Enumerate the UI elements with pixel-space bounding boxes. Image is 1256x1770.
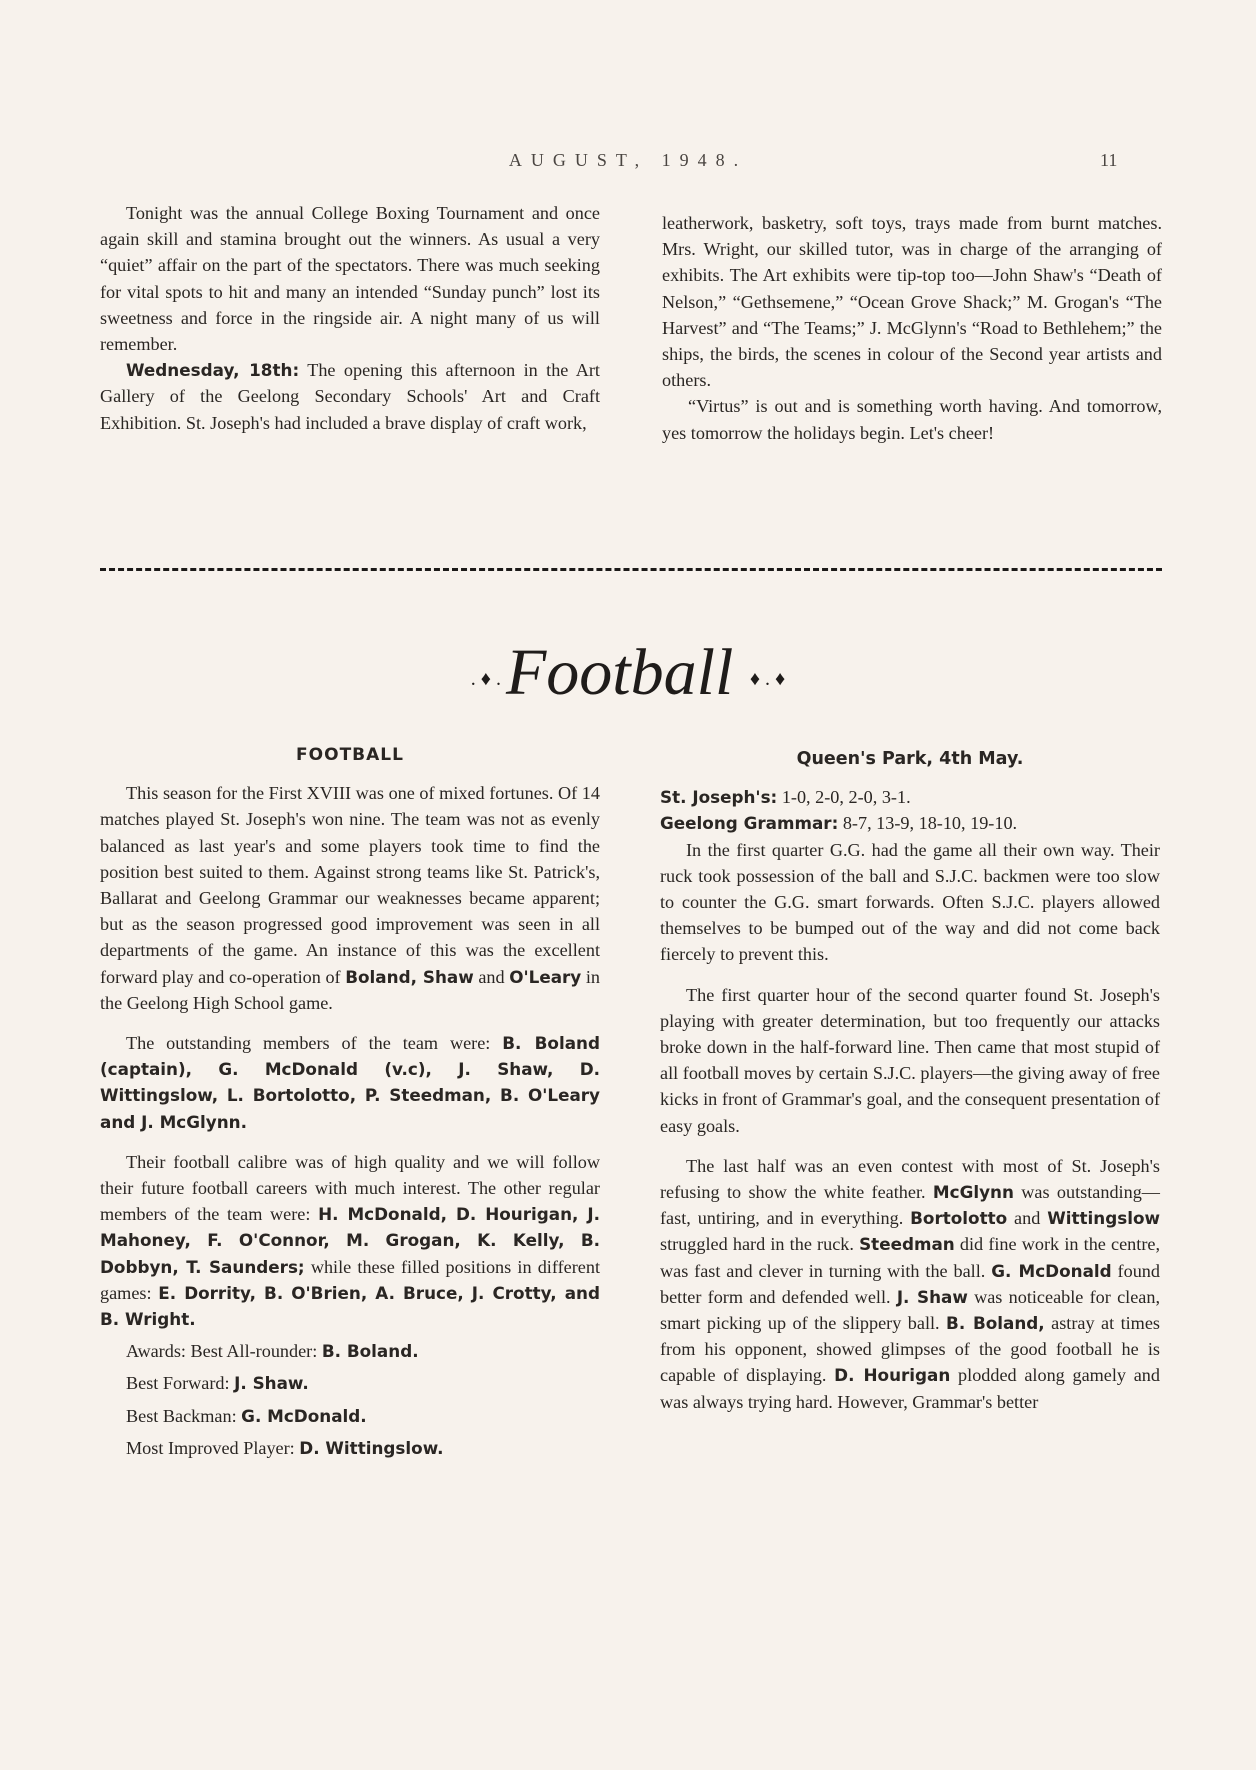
award-line <box>100 1435 600 1461</box>
section-title-text: Football <box>505 636 734 709</box>
outstanding-text: The outstanding members of the team were: <box>126 1033 503 1054</box>
top-left-column <box>100 200 600 436</box>
section-divider <box>100 568 1162 571</box>
virtus-paragraph: “Virtus” is out and is something worth having. And tomorrow, yes tomorrow the holidays begin. Let's cheer! <box>662 396 1162 443</box>
right-column <box>660 746 1160 1415</box>
diamond-icon: ♦ . ♦ <box>749 667 786 690</box>
award-name: D. Wittingslow. <box>299 1437 444 1458</box>
season-connector: and <box>473 966 510 987</box>
player-name: Wittingslow <box>1047 1208 1160 1229</box>
award-label: Best Backman: <box>126 1405 242 1426</box>
award-line <box>100 1403 600 1429</box>
last-half-text: plodded along gamely and was always trying hard. However, Grammar's better <box>660 1365 1160 1412</box>
award-name: J. Shaw. <box>234 1373 309 1394</box>
score-line <box>660 784 1160 810</box>
bold-names: B. Boland (captain), G. McDonald (v.c), J. Shaw, D. Wittingslow, L. Bortolotto, P. Steedman, B. O'Leary and J. McGlynn. <box>100 1033 600 1132</box>
score-line <box>660 810 1160 836</box>
page-number: 11 <box>1100 150 1118 170</box>
bold-names: H. McDonald, D. Hourigan, J. Mahoney, F. O'Connor, M. Grogan, K. Kelly, B. Dobbyn, T. Saunders; <box>100 1204 600 1277</box>
award-name: B. Boland. <box>321 1341 419 1362</box>
outstanding-paragraph <box>100 1030 600 1135</box>
calibre-text: Their football calibre was of high quality and we will follow their future football careers with much interest. The other regular members of the team were: <box>100 1151 600 1225</box>
award-line <box>100 1338 600 1364</box>
award-line <box>100 1370 600 1396</box>
craft-paragraph: leatherwork, basketry, soft toys, trays made from burnt matches. Mrs. Wright, our skilled tutor, was in charge of the arranging of exhibits. The Art exhibits were tip-top too—John Shaw's “Death of Nelson,” “Gethsemene,” “Ocean Grove Shack;” M. Grogan's “The Harvest” and “The Teams;” J. McGlynn's “Road to Bethlehem;” the ships, the birds, the scenes in colour of the Second year artists and others. <box>662 213 1162 391</box>
score-values: 8-7, 13-9, 18-10, 19-10. <box>838 813 1018 834</box>
season-text: This season for the First XVIII was one of mixed fortunes. Of 14 matches played St. Joseph's won nine. The team was not as evenly balanced as last year's and some players took time to find the position best suited to them. Against strong teams like St. Patrick's, Ballarat and Geelong Grammar our weaknesses became apparent; but as the season progressed good improvement was seen in all departments of the game. An instance of this was the excellent forward play and co-operation of <box>100 783 600 987</box>
last-half-text: was outstanding—fast, untiring, and in everything. <box>660 1182 1160 1229</box>
last-half-paragraph <box>660 1153 1160 1415</box>
boxing-paragraph: Tonight was the annual College Boxing Tournament and once again skill and stamina brought out the winners. As usual a very “quiet” affair on the part of the spectators. There was much seeking for vital spots to hit and many an intended “Sunday punch” lost its sweetness and force in the ringside air. A night many of us will remember. <box>100 203 600 355</box>
last-half-text: The last half was an even contest with most of St. Joseph's refusing to show the white feather. <box>660 1155 1160 1203</box>
last-half-text: did fine work in the centre, was fast and clever in turning with the ball. <box>660 1234 1160 1281</box>
award-label: Best Forward: <box>126 1373 235 1394</box>
player-name: D. Hourigan <box>834 1365 951 1386</box>
award-label: Most Improved Player: <box>126 1437 300 1458</box>
match-heading: Queen's Park, 4th May. <box>796 749 1024 769</box>
bold-names: E. Dorrity, B. O'Brien, A. Bruce, J. Crotty, and B. Wright. <box>100 1282 600 1330</box>
first-quarter-paragraph: In the first quarter G.G. had the game all their own way. Their ruck took possession of the ball and S.J.C. backmen were too slow to counter the G.G. smart forwards. Often S.J.C. players allowed themselves to be bumped out of the way and did not come back fiercely to prevent this. <box>660 839 1160 965</box>
diamond-icon: . ♦ . <box>470 667 506 690</box>
team-name: Geelong Grammar: <box>660 813 839 834</box>
football-heading: FOOTBALL <box>296 745 404 765</box>
score-values: 1-0, 2-0, 2-0, 3-1. <box>777 787 911 808</box>
date-lead: Wednesday, 18th: <box>126 360 300 381</box>
left-column <box>100 742 600 1461</box>
calibre-paragraph <box>100 1149 600 1332</box>
issue-date: AUGUST, 1948. <box>508 150 748 170</box>
player-name: Bortolotto <box>910 1208 1008 1229</box>
last-half-text: and <box>1007 1208 1048 1229</box>
exhibition-paragraph <box>100 357 600 436</box>
last-half-text: found better form and defended well. <box>660 1260 1160 1307</box>
season-paragraph <box>100 780 600 1016</box>
page-header <box>0 150 1256 180</box>
player-name: B. Boland, <box>946 1313 1045 1334</box>
award-label: Awards: Best All-rounder: <box>126 1341 322 1362</box>
last-half-text: struggled hard in the ruck. <box>660 1234 860 1255</box>
team-name: St. Joseph's: <box>660 787 778 808</box>
player-name: G. McDonald <box>991 1260 1112 1281</box>
section-title <box>0 628 1256 724</box>
bold-names: O'Leary <box>509 966 582 987</box>
player-name: Steedman <box>859 1234 955 1255</box>
calibre-text-2: while these filled positions in different games: <box>100 1256 600 1303</box>
award-name: G. McDonald. <box>241 1405 367 1426</box>
top-right-column <box>662 210 1162 446</box>
player-name: J. Shaw <box>896 1286 968 1307</box>
last-half-text: was noticeable for clean, smart picking up of the slippery ball. <box>660 1286 1160 1334</box>
last-half-text: astray at times from his opponent, showed glimpses of the good football he is capable of displaying. <box>660 1313 1160 1386</box>
player-name: McGlynn <box>932 1182 1014 1203</box>
season-text-end: in the Geelong High School game. <box>100 966 601 1013</box>
exhibition-text: The opening this afternoon in the Art Gallery of the Geelong Secondary Schools' Art and Craft Exhibition. St. Joseph's had included a brave display of craft work, <box>100 360 600 433</box>
second-quarter-paragraph: The first quarter hour of the second quarter found St. Joseph's playing with greater determination, but too frequently our attacks broke down in the half-forward line. Then came that most stupid of all football moves by certain S.J.C. players—the giving away of free kicks in front of Grammar's goal, and the consequent presentation of easy goals. <box>660 984 1160 1136</box>
bold-names: Boland, Shaw <box>345 966 474 987</box>
